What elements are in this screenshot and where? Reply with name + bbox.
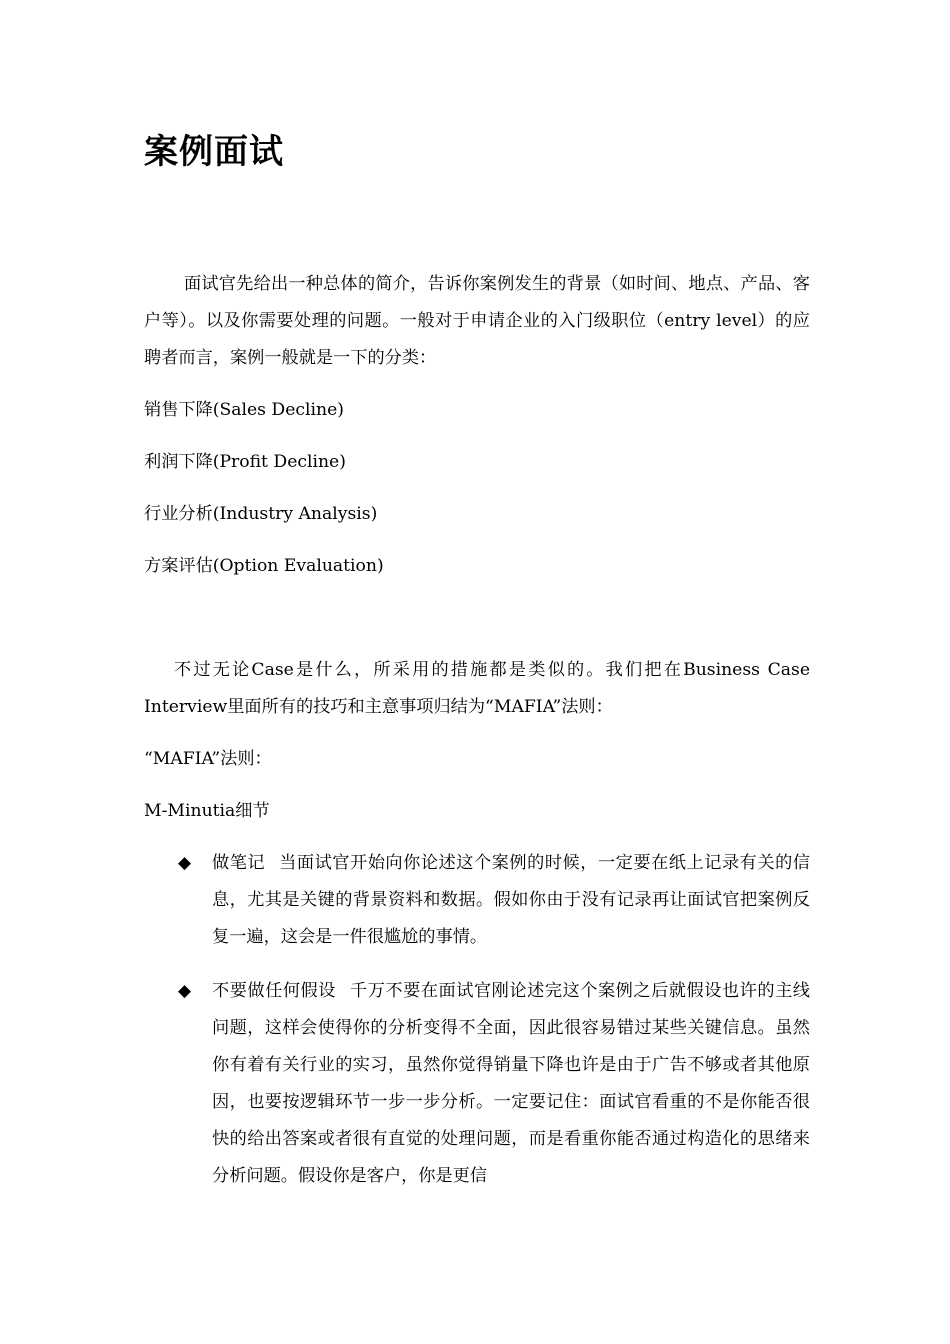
section-heading-minutia: M-Minutia细节 xyxy=(144,801,270,821)
bullet-paragraph xyxy=(212,845,810,956)
bullet-item-take-notes xyxy=(178,845,810,956)
diamond-bullet-icon: ◆ xyxy=(178,981,192,1001)
category-sales-decline: 销售下降(Sales Decline) xyxy=(144,400,344,420)
bullet-item-no-assumptions xyxy=(178,973,810,1195)
bullet-paragraph xyxy=(212,973,810,1195)
intro-paragraph: 面试官先给出一种总体的简介，告诉你案例发生的背景（如时间、地点、产品、客户等）。以及你需要处理的问题。一般对于申请企业的入门级职位（entry level）的应聘者而言，案例一般就是一下的分类： xyxy=(144,274,810,368)
diamond-bullet-icon: ◆ xyxy=(178,853,192,873)
bullet-heading: 不要做任何假设 xyxy=(212,981,336,1001)
bullet-heading: 做笔记 xyxy=(212,853,266,873)
category-option-evaluation: 方案评估(Option Evaluation) xyxy=(144,556,384,576)
page-title: 案例面试 xyxy=(144,132,284,172)
mafia-intro-paragraph: 不过无论Case是什么，所采用的措施都是类似的。我们把在Business Case Interview里面所有的技巧和主意事项归结为“MAFIA”法则： xyxy=(144,660,810,717)
category-industry-analysis: 行业分析(Industry Analysis) xyxy=(144,504,378,524)
bullet-body: 千万不要在面试官刚论述完这个案例之后就假设也许的主线问题，这样会使得你的分析变得不全面，因此很容易错过某些关键信息。虽然你有着有关行业的实习，虽然你觉得销量下降也许是由于广告不够或者其他原因，也要按逻辑环节一步一步分析。一定要记住：面试官看重的不是你能否很快的给出答案或者很有直觉的处理问题，而是看重你能否通过构造化的思绪来分析问题。假设你是客户，你是更信 xyxy=(212,981,810,1186)
bullet-body: 当面试官开始向你论述这个案例的时候，一定要在纸上记录有关的信息，尤其是关键的背景资料和数据。假如你由于没有记录再让面试官把案例反复一遍，这会是一件很尴尬的事情。 xyxy=(212,853,810,947)
mafia-rule-title: “MAFIA”法则： xyxy=(144,749,272,769)
category-profit-decline: 利润下降(Profit Decline) xyxy=(144,452,346,472)
